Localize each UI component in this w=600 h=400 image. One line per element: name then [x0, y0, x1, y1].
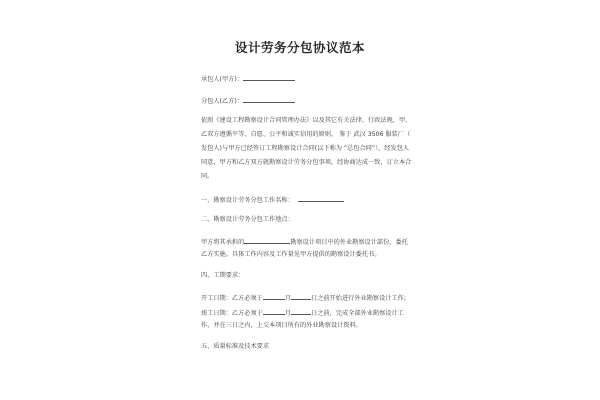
end-day-blank [291, 308, 311, 315]
intro-line-1: 依照《建设工程勘察设计合同管理办法》以及其它有关法律、行政法规，甲、 [201, 117, 412, 124]
party-b-label: 分包人(乙方)： [201, 98, 243, 105]
party-b-line [201, 96, 295, 106]
start-date-line [201, 293, 406, 303]
section-5-label: 五、质量标准及技术要求 [201, 343, 270, 350]
intro-line-3: 发包人)与甲方已经签订工程勘察设计合同(以下称为 “总包合同”），经发包人 [201, 145, 410, 152]
party-a-blank [243, 74, 295, 81]
intro-line-2: 乙双方遵循平等、自愿、公平和诚实信用的原则， 鉴于 武汉 3506 服装厂（ [201, 131, 411, 138]
end-date-line-2: 作，并在三日之内，上交本项目所有的外业勘察设计资料。 [201, 322, 362, 329]
section-2-body-line-2: 乙方实施。具体工作内容及工作量见甲方提供的勘察设计委托书。 [201, 251, 381, 258]
party-a-label: 承包人(甲方)： [201, 76, 243, 83]
start-date-label: 开工日期：乙方必须于 [201, 295, 263, 302]
end-date-label: 竣工日期：乙方必须于 [201, 310, 263, 317]
start-day-blank [291, 293, 311, 300]
end-date-line [201, 308, 404, 318]
section-2-label: 二、勘察设计劳务分包工作地点： [201, 216, 294, 223]
start-month-blank [263, 293, 285, 300]
section-2-body-post: 勘察设计项目中的外业勘察设计部份，委托 [290, 239, 408, 246]
section-1-label: 一、勘察设计劳务分包工作名称： [201, 197, 294, 204]
section-4-label: 四、工期要求： [201, 272, 245, 279]
end-month-char: 月 [284, 310, 292, 317]
party-b-blank [243, 96, 295, 103]
section-2-body-pre: 甲方将其承担的 [201, 239, 245, 246]
start-month-char: 月 [284, 295, 292, 302]
document-title: 设计劳务分包协议范本 [234, 40, 365, 55]
end-month-blank [263, 308, 285, 315]
section-2-body-line-1 [201, 237, 408, 247]
end-date-suffix: 日之前，完成全部外业勘察设计工 [311, 310, 404, 317]
intro-line-5: 同。 [201, 173, 214, 180]
intro-line-4: 同意，甲方和乙方双方就勘察设计劳务分包事项，经协商达成一致，订立本合 [201, 159, 412, 166]
start-date-suffix: 日之前开始进行外业勘察设计工作; [311, 295, 406, 302]
work-name-blank [298, 195, 344, 202]
party-a-line [201, 74, 295, 84]
project-blank [244, 237, 290, 244]
section-1-line [201, 195, 344, 205]
